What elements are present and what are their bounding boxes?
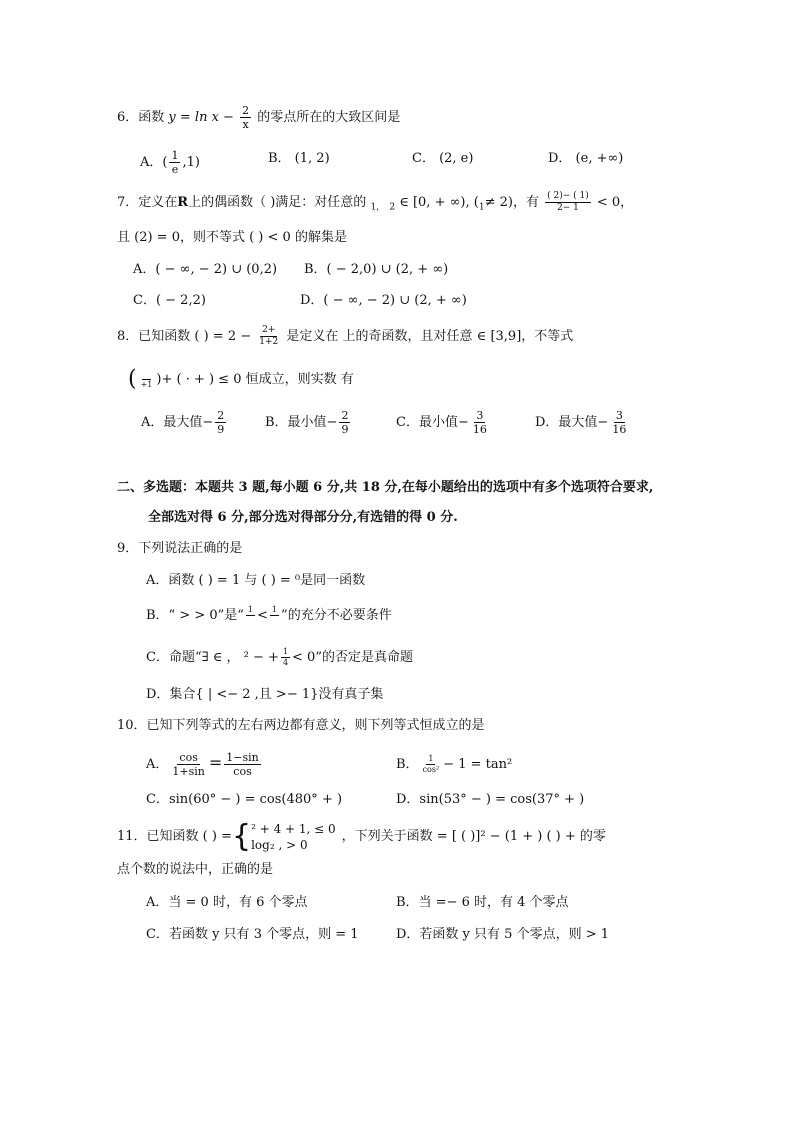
q7-option-a: A．( − ∞, − 2) ∪ (0,2)	[133, 262, 278, 277]
q7-stem-a: 7．定义在	[117, 195, 178, 210]
q9-c-num: 1	[282, 647, 289, 656]
q11-case2: log₂ , > 0	[251, 838, 308, 852]
q6-option-a	[140, 150, 200, 175]
q8-fraction	[257, 326, 280, 347]
q6-fraction	[240, 105, 251, 130]
q9-c-frac	[281, 648, 290, 667]
q11-line2: 点个数的说法中，正确的是	[117, 862, 274, 877]
q9-b-den1	[247, 616, 254, 625]
q11-case1: ² + 4 + 1, ≤ 0	[251, 822, 336, 836]
q8-line2-fraction	[139, 370, 155, 389]
q9-b-mid: <	[257, 608, 268, 623]
q8-line2	[128, 366, 354, 392]
q11-stem-b: ，下列关于函数 = [ ( )]² − (1 + ) ( ) + 的零	[341, 829, 606, 844]
q10-a-num1: cos	[179, 751, 198, 764]
q8-a-frac	[215, 410, 226, 435]
q8-line2-rest: )+ ( · + ) ≤ 0 恒成立，则实数 有	[156, 372, 354, 387]
q6-option-b: B． (1, 2)	[268, 151, 330, 166]
q6-a-num: 1	[171, 149, 179, 162]
q10-a-den2: cos	[233, 765, 252, 778]
q10-option-c: C．sin(60° − ) = cos(480° + )	[146, 792, 343, 807]
q6-a-post: ,1)	[182, 155, 200, 170]
q7-fraction	[545, 192, 591, 213]
q11-stem-a: 11．已知函数 ( ) =	[117, 829, 232, 844]
q7-sub3: 1	[478, 202, 485, 213]
q8-b-frac	[339, 410, 350, 435]
q10-option-d: D．sin(53° − ) = cos(37° + )	[396, 792, 585, 807]
q11-brace: {	[231, 819, 252, 854]
q8-option-a	[141, 410, 228, 435]
q10-a-eq: =	[208, 753, 223, 772]
q8-line2-frac-den: +1	[140, 380, 153, 389]
q8-c-num: 3	[476, 409, 484, 422]
q10-b-frac	[421, 755, 442, 774]
q8-option-d	[535, 410, 630, 435]
q9-b-frac2	[270, 606, 279, 625]
q10-stem: 10．已知下列等式的左右两边都有意义，则下列等式恒成立的是	[117, 718, 485, 733]
q11-option-a: A．当 = 0 时，有 6 个零点	[146, 895, 308, 910]
section2-heading: 二、多选题：本题共 3 题,每小题 6 分,共 18 分,在每小题给出的选项中有多个选项符合要求,	[117, 480, 654, 495]
q10-a-num2: 1−sin	[226, 751, 259, 764]
q9-b-pre: B．“ > > 0”是“	[146, 608, 244, 623]
q6-stem-post: 的零点所在的大致区间是	[257, 110, 401, 125]
q8-option-c	[396, 410, 491, 435]
q8-b-pre: B．最小值−	[265, 415, 338, 430]
q11-option-c: C．若函数 y 只有 3 个零点，则 = 1	[146, 927, 359, 942]
q7-sub1: 1，	[370, 202, 386, 213]
q8-c-frac	[471, 410, 489, 435]
q8-a-den: 9	[217, 423, 225, 436]
q8-b-num: 2	[341, 409, 349, 422]
q6-option-c: C． (2, e)	[412, 151, 474, 166]
q11-option-b: B．当 =− 6 时，有 4 个零点	[396, 895, 569, 910]
q8-open-paren: (	[128, 366, 137, 392]
q9-b-num2: 1	[271, 605, 278, 614]
q9-c-pre: C．命题“∃ ∈ ， ² − +	[146, 650, 279, 665]
q8-line2-frac-num	[142, 370, 151, 380]
q6-a-den: e	[171, 163, 179, 176]
q8-stem	[117, 326, 573, 347]
q9-option-c	[146, 648, 413, 667]
q6-frac-num: 2	[242, 104, 250, 117]
q7-stem	[117, 192, 633, 217]
q10-option-a	[146, 752, 263, 777]
q6-stem	[117, 105, 400, 130]
q8-stem-b: 是定义在 上的奇函数，且对任意 ∈ [3,9]，不等式	[286, 329, 574, 344]
q10-b-post: − 1 = tan²	[443, 757, 513, 772]
q7-frac-num: ( 2)− ( 1)	[547, 191, 589, 201]
q7-option-c: C．( − 2,2)	[133, 293, 206, 308]
q11-option-d: D．若函数 y 只有 5 个零点，则 > 1	[396, 927, 609, 942]
q10-b-den: cos²	[422, 765, 440, 774]
q9-b-num1: 1	[247, 605, 254, 614]
q9-option-a: A．函数 ( ) = 1 与 ( ) = ⁰是同一函数	[146, 573, 366, 588]
q8-stem-a: 8．已知函数 ( ) = 2 −	[117, 329, 252, 344]
q6-stem-pre: 6．函数	[117, 110, 165, 125]
q7-option-d: D．( − ∞, − 2) ∪ (2, + ∞)	[300, 293, 467, 308]
q8-d-frac	[610, 410, 628, 435]
q9-c-den: 4	[282, 658, 289, 667]
q9-option-b	[146, 606, 392, 625]
q9-c-post: < 0”的否定是真命题	[292, 650, 413, 665]
q9-b-post: ”的充分不必要条件	[281, 608, 392, 623]
q9-b-den2	[271, 616, 278, 625]
q8-option-b	[265, 410, 352, 435]
q7-stem-h: 2)，有	[499, 195, 539, 210]
q8-frac-num: 2+	[262, 325, 276, 335]
q7-stem-e: ∈ [0, + ∞), (	[399, 195, 479, 210]
q8-b-den: 9	[341, 423, 349, 436]
q7-stem-i: < 0，	[596, 195, 634, 210]
q10-a-frac1	[170, 752, 206, 777]
q7-stem-g: ≠	[484, 195, 496, 210]
q9-stem: 9．下列说法正确的是	[117, 541, 243, 556]
q7-stem-b: 上的偶函数（ )满足：对任意的	[188, 195, 367, 210]
q10-a-frac2	[224, 752, 260, 777]
q7-line2: 且 (2) = 0，则不等式 ( ) < 0 的解集是	[117, 230, 347, 245]
q8-frac-den: 1+2	[259, 337, 279, 347]
q10-option-b	[396, 755, 512, 774]
q6-a-frac	[169, 150, 180, 175]
q8-d-num: 3	[615, 409, 623, 422]
q8-d-pre: D．最大值−	[535, 415, 609, 430]
q6-a-label: A．	[140, 155, 163, 170]
q10-a-den1: 1+sin	[172, 765, 205, 778]
q8-a-num: 2	[217, 409, 225, 422]
q11-cases	[251, 821, 336, 853]
q10-b-num: 1	[428, 754, 434, 763]
q9-b-frac1	[246, 606, 255, 625]
q8-c-den: 16	[472, 423, 487, 436]
section2-heading-cont: 全部选对得 6 分,部分选对得部分分,有选错的得 0 分.	[148, 510, 458, 525]
q6-a-pre: (	[162, 155, 168, 170]
q7-option-b: B．( − 2,0) ∪ (2, + ∞)	[304, 262, 449, 277]
q7-stem-r: R	[177, 195, 189, 210]
q6-option-d: D． (e, +∞)	[548, 151, 624, 166]
q7-sub2: 2	[389, 202, 396, 213]
q10-a-label: A．	[146, 757, 169, 772]
q8-c-pre: C．最小值−	[396, 415, 469, 430]
q8-a-pre: A．最大值−	[141, 415, 214, 430]
q9-option-d: D．集合{ | <− 2 ,且 >− 1}没有真子集	[146, 687, 384, 702]
q8-d-den: 16	[612, 423, 627, 436]
q6-frac-den: x	[242, 118, 249, 131]
q11-stem	[117, 819, 606, 854]
q7-frac-den: 2− 1	[556, 203, 579, 213]
q6-func: y = ln x −	[168, 110, 234, 125]
q10-b-label: B．	[396, 757, 419, 772]
